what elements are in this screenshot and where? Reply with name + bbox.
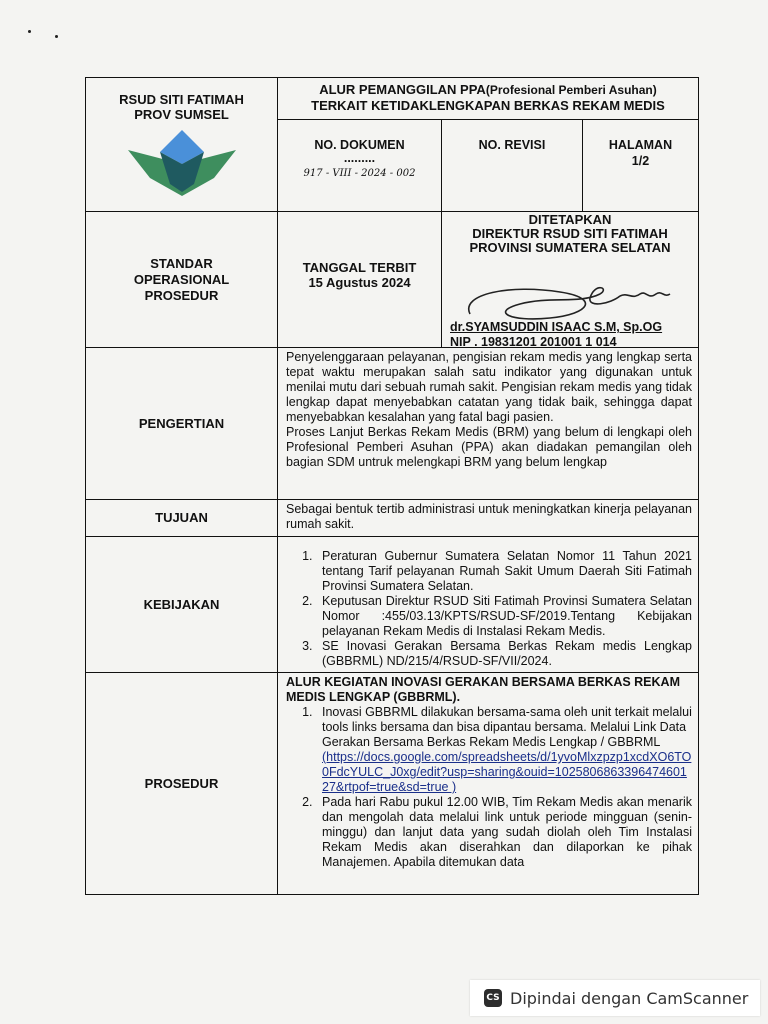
- tujuan-label-cell: [86, 500, 278, 537]
- pengertian-para2: Proses Lanjut Berkas Rekam Medis (BRM) yang belum di lengkapi oleh Profesional Pemberi Asuhan (PPA) akan diadakan pemangilan oleh bagian SDM untruk melengkapi BRM yang belum lengkap: [286, 425, 692, 469]
- camscanner-icon: CS: [484, 989, 502, 1007]
- pengertian-content: [278, 348, 699, 500]
- halaman-cell: [583, 120, 699, 212]
- prosedur-content: [278, 673, 699, 895]
- prosedur-item: 2. Pada hari Rabu pukul 12.00 WIB, Tim Rekam Medis akan menarik dan mengolah data melalui link untuk periode mingguan (senin-minggu) dan lanjut data yang sudah diolah oleh Tim Instalasi Rekam Medis akan diserahkan dan dilaporkan ke pihak Manajemen. Apabila ditemukan data: [316, 795, 692, 870]
- pengertian-label-cell: [86, 348, 278, 500]
- camscanner-watermark: [470, 980, 760, 1016]
- kebijakan-content: [278, 537, 699, 673]
- sop-table: [85, 77, 699, 895]
- ditetapkan-label: DITETAPKAN: [528, 212, 612, 227]
- tujuan-label: TUJUAN: [155, 510, 208, 525]
- kebijakan-label-cell: [86, 537, 278, 673]
- title-main: ALUR PEMANGGILAN PPA: [319, 82, 486, 97]
- camscanner-text: Dipindai dengan CamScanner: [510, 988, 749, 1008]
- tujuan-content: [278, 500, 699, 537]
- no-dokumen-value: 917 - VIII - 2024 - 002: [303, 168, 416, 179]
- no-dokumen-cell: [278, 120, 442, 212]
- halaman-value: 1/2: [631, 154, 650, 168]
- hospital-logo-icon: [122, 126, 242, 198]
- hospital-name: RSUD SITI FATIMAH PROV SUMSEL: [119, 92, 244, 122]
- tujuan-text: Sebagai bentuk tertib administrasi untuk meningkatkan kinerja pelayanan rumah sakit.: [286, 502, 692, 531]
- tanggal-label: TANGGAL TERBIT: [302, 259, 417, 275]
- no-dokumen-dots: .........: [343, 151, 376, 165]
- kebijakan-label: KEBIJAKAN: [143, 596, 220, 612]
- signer-name: dr.SYAMSUDDIN ISAAC S.M, Sp.OG: [450, 320, 663, 334]
- standar-label-cell: [86, 212, 278, 348]
- pengertian-para1: Penyelenggaraan pelayanan, pengisian rekam medis yang lengkap serta tepat waktu merupakan salah satu indikator yang digunakan untuk menilai mutu dari sebuah rumah sakit. Pengisian rekam medis yang tidak lengkap dapat menyebabkan catatan yang tidak baik, sehingga dapat menyebabkan kesalahan yang fatal bagi pasien.: [286, 350, 692, 424]
- document-title: [278, 78, 699, 120]
- direktur-line2: PROVINSI SUMATERA SELATAN: [469, 240, 671, 255]
- no-revisi-label: NO. REVISI: [478, 138, 546, 152]
- no-dokumen-label: NO. DOKUMEN: [314, 138, 405, 152]
- prosedur-list: [286, 705, 692, 870]
- halaman-label: HALAMAN: [608, 138, 673, 152]
- prosedur-item: [316, 705, 692, 795]
- signer-nip: NIP . 19831201 201001 1 014: [450, 335, 617, 349]
- kebijakan-list: [286, 549, 692, 669]
- pengertian-label: PENGERTIAN: [138, 415, 225, 431]
- title-line2: TERKAIT KETIDAKLENGKAPAN BERKAS REKAM MEDIS: [311, 98, 665, 113]
- gbbrml-link[interactable]: (https://docs.google.com/spreadsheets/d/1yvoMlxzpzp1xcdXO6TO0FdcYULC_J0xg/edit?usp=sharing&ouid=102580686339647460127&rtpof=true&sd=true ): [322, 750, 692, 794]
- ditetapkan-cell: [442, 212, 699, 348]
- direktur-line1: DIREKTUR RSUD SITI FATIMAH: [472, 226, 668, 241]
- no-revisi-cell: [442, 120, 583, 212]
- scan-speck: [28, 30, 31, 33]
- prosedur-label-cell: [86, 673, 278, 895]
- standar-label: STANDAR OPERASIONAL PROSEDUR: [133, 255, 230, 303]
- kebijakan-item: 2. Keputusan Direktur RSUD Siti Fatimah Provinsi Sumatera Selatan Nomor :455/03.13/KPTS/RSUD-SF/2019.Tentang Kebijakan pelayanan Rekam Medis di Instalasi Rekam Medis.: [316, 594, 692, 639]
- kebijakan-item: 3. SE Inovasi Gerakan Bersama Berkas Rekam medis Lengkap (GBBRML) ND/215/4/RSUD-SF/VII/2024.: [316, 639, 692, 669]
- title-paren: (Profesional Pemberi Asuhan): [485, 83, 657, 97]
- prosedur-label: PROSEDUR: [144, 775, 219, 791]
- kebijakan-item: 1. Peraturan Gubernur Sumatera Selatan Nomor 11 Tahun 2021 tentang Tarif pelayanan Rumah Sakit Umum Daerah Siti Fatimah Provinsi Sumatera Selatan.: [316, 549, 692, 594]
- prosedur-heading: ALUR KEGIATAN INOVASI GERAKAN BERSAMA BERKAS REKAM MEDIS LENGKAP (GBBRML).: [286, 675, 680, 704]
- tanggal-value: 15 Agustus 2024: [308, 274, 411, 290]
- prosedur-item1-text: Inovasi GBBRML dilakukan bersama-sama oleh unit terkait melalui tools links bersama dan bisa dipantau bersama. Melalui Link Data Gerakan Bersama Berkas Rekam Medis Lengkap / GBBRML: [322, 705, 692, 749]
- scan-speck: [55, 35, 58, 38]
- hospital-cell: [86, 78, 278, 212]
- tanggal-cell: [278, 212, 442, 348]
